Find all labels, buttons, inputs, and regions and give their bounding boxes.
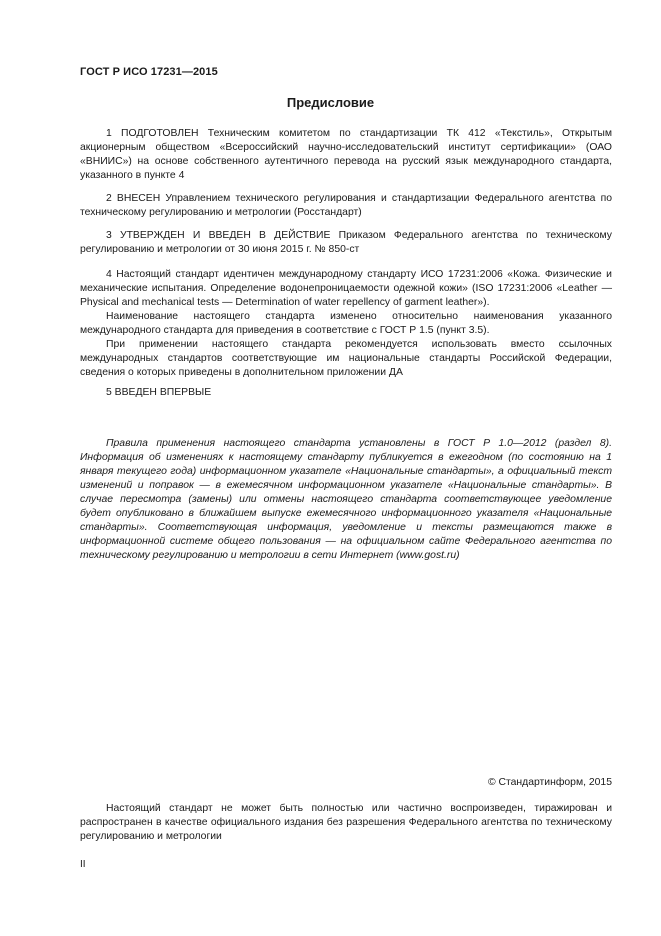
- page-number: II: [80, 859, 86, 870]
- preface-item-1: [80, 127, 612, 183]
- preface-item-3: [80, 229, 612, 257]
- rules-notice-text: Правила применения настоящего стандарта установлены в ГОСТ Р 1.0—2012 (раздел 8). Информация об изменениях к настоящему стандарту публикуется в ежегодном (по состоянию на 1 января текущего года) информационном указателе «Национальные стандарты», а официальный текст изменений и поправок — в ежемесячном информационном указателе «Национальные стандарты». В случае пересмотра (замены) или отмены настоящего стандарта соответствующее уведомление будет опубликовано в ближайшем выпуске ежемесячного информационного указателя «Национальные стандарты». Соответствующая информация, уведомление и тексты размещаются также в информационной системе общего пользования — на официальном сайте Федерального агентства по техническому регулированию и метрологии в сети Интернет (www.gost.ru): [80, 438, 612, 561]
- reproduction-notice-text: Настоящий стандарт не может быть полностью или частично воспроизведен, тиражирован и распространен в качестве официального издания без разрешения Федерального агентства по техническому регулированию и метрологии: [80, 803, 612, 842]
- standard-code-header: ГОСТ Р ИСО 17231—2015: [80, 66, 218, 78]
- preface-item-3-text: 3 УТВЕРЖДЕН И ВВЕДЕН В ДЕЙСТВИЕ Приказом Федерального агентства по техническому регулированию и метрологии от 30 июня 2015 г. № 850-ст: [80, 230, 612, 255]
- preface-item-5-text: 5 ВВЕДЕН ВПЕРВЫЕ: [106, 387, 212, 398]
- preface-item-4-name-note: Наименование настоящего стандарта изменено относительно наименования указанного международного стандарта для приведения в соответствие с ГОСТ Р 1.5 (пункт 3.5).: [80, 311, 612, 336]
- preface-item-5: [80, 386, 612, 400]
- page-title: Предисловие: [286, 95, 375, 110]
- preface-item-4-references-note: При применении настоящего стандарта рекомендуется использовать вместо ссылочных международных стандартов соответствующие им национальные стандарты Российской Федерации, сведения о которых приведены в дополнительном приложении ДА: [80, 339, 612, 378]
- preface-item-2: [80, 192, 612, 220]
- preface-item-4-text: 4 Настоящий стандарт идентичен международному стандарту ИСО 17231:2006 «Кожа. Физические и механические испытания. Определение водонепроницаемости одежной кожи» (ISO 17231:2006 «Leather — Physical and mechanical tests — Determination of water repellency of garment leather»).: [80, 269, 612, 308]
- rules-notice: [80, 437, 612, 563]
- reproduction-notice: [80, 802, 612, 844]
- preface-item-2-text: 2 ВНЕСЕН Управлением технического регулирования и стандартизации Федерального агентства по техническому регулированию и метрологии (Росстандарт): [80, 193, 612, 218]
- preface-item-1-text: 1 ПОДГОТОВЛЕН Техническим комитетом по стандартизации ТК 412 «Текстиль», Открытым акционерным обществом «Всероссийский научно-исследовательский институт сертификации» (ОАО «ВНИИС») на основе собственного аутентичного перевода на русский язык международного стандарта, указанного в пункте 4: [80, 128, 612, 181]
- preface-item-4: [80, 268, 612, 380]
- copyright: © Стандартинформ, 2015: [487, 777, 612, 788]
